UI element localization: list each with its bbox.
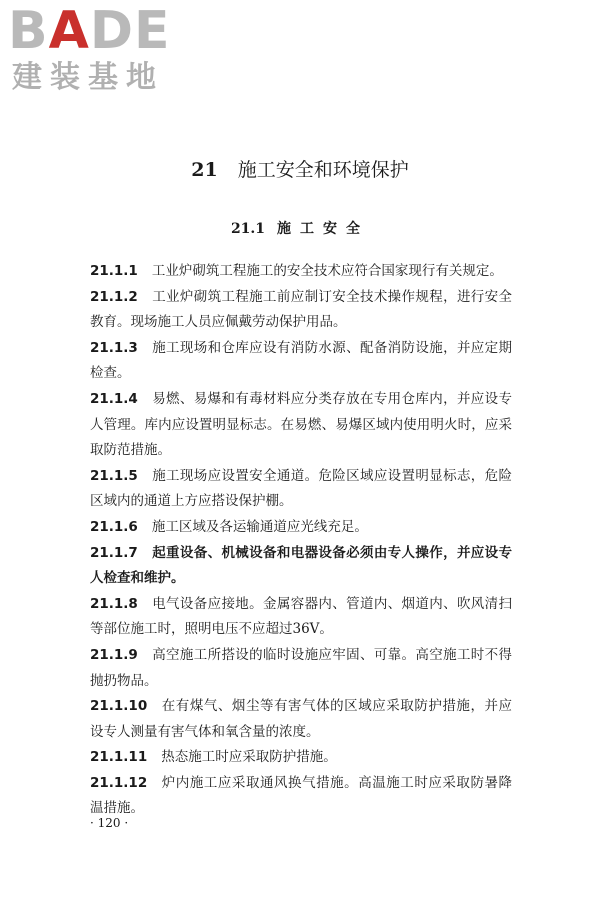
clause-list bbox=[90, 259, 512, 822]
clause-number: 21.1.5 bbox=[90, 467, 138, 484]
clause-item bbox=[90, 643, 512, 694]
clause-text: 起重设备、机械设备和电器设备必须由专人操作，并应设专人检查和维护。 bbox=[90, 544, 512, 587]
clause-item bbox=[90, 259, 512, 285]
clause-text: 工业炉砌筑工程施工的安全技术应符合国家现行有关规定。 bbox=[151, 263, 503, 279]
clause-text: 施工现场和仓库应设有消防水源、配备消防设施，并应定期检查。 bbox=[90, 339, 512, 382]
clause-number: 21.1.9 bbox=[90, 646, 138, 663]
clause-text: 在有煤气、烟尘等有害气体的区域应采取防护措施，并应设专人测量有害气体和氧含量的浓度。 bbox=[90, 698, 512, 740]
logo-wordmark bbox=[8, 2, 171, 60]
logo-letter-b: B bbox=[8, 1, 49, 61]
clause-number: 21.1.12 bbox=[90, 774, 148, 791]
chapter-title: 施工安全和环境保护 bbox=[237, 159, 409, 181]
brand-logo bbox=[8, 2, 178, 102]
clause-number: 21.1.3 bbox=[90, 339, 138, 356]
clause-text: 热态施工时应采取防护措施。 bbox=[161, 749, 337, 766]
logo-letters-de: DE bbox=[89, 1, 171, 61]
clause-text: 易燃、易爆和有毒材料应分类存放在专用仓库内，并应设专人管理。库内应设置明显标志。在易燃、易爆区域内使用明火时，应采取防范措施。 bbox=[90, 390, 512, 459]
clause-item bbox=[90, 694, 512, 745]
clause-text: 施工区域及各运输通道应光线充足。 bbox=[151, 518, 368, 535]
clause-text: 高空施工所搭设的临时设施应牢固、可靠。高空施工时不得抛扔物品。 bbox=[90, 646, 512, 689]
clause-number: 21.1.7 bbox=[90, 544, 138, 561]
logo-letter-a: A bbox=[48, 1, 90, 61]
clause-number: 21.1.8 bbox=[90, 595, 138, 612]
clause-number: 21.1.6 bbox=[90, 518, 138, 535]
page-number: · 120 · bbox=[90, 816, 129, 830]
clause-item bbox=[90, 464, 512, 515]
section-heading bbox=[0, 218, 600, 240]
clause-number: 21.1.11 bbox=[90, 749, 148, 766]
section-title: 施工安全 bbox=[277, 221, 370, 237]
clause-item bbox=[90, 515, 512, 541]
chapter-heading bbox=[0, 156, 600, 184]
clause-item bbox=[90, 592, 512, 643]
clause-number: 21.1.1 bbox=[90, 263, 138, 279]
clause-number: 21.1.2 bbox=[90, 288, 138, 305]
clause-number: 21.1.4 bbox=[90, 390, 138, 407]
clause-item-mandatory bbox=[90, 541, 512, 592]
clause-item bbox=[90, 387, 512, 464]
clause-item bbox=[90, 771, 512, 822]
clause-item bbox=[90, 285, 512, 336]
logo-chinese-text: 建装基地 bbox=[12, 60, 164, 95]
clause-number: 21.1.10 bbox=[90, 698, 148, 715]
clause-text: 电气设备应接地。金属容器内、管道内、烟道内、吹风清扫等部位施工时，照明电压不应超过36V。 bbox=[90, 595, 512, 638]
clause-item bbox=[90, 745, 512, 771]
clause-text: 工业炉砌筑工程施工前应制订安全技术操作规程，进行安全教育。现场施工人员应佩戴劳动保护用品。 bbox=[90, 288, 512, 331]
clause-text: 施工现场应设置安全通道。危险区域应设置明显标志，危险区域内的通道上方应搭设保护棚。 bbox=[90, 467, 512, 510]
clause-text: 炉内施工应采取通风换气措施。高温施工时应采取防暑降温措施。 bbox=[90, 774, 512, 817]
chapter-number: 21 bbox=[191, 159, 218, 181]
clause-item bbox=[90, 336, 512, 387]
section-number: 21.1 bbox=[230, 221, 266, 237]
